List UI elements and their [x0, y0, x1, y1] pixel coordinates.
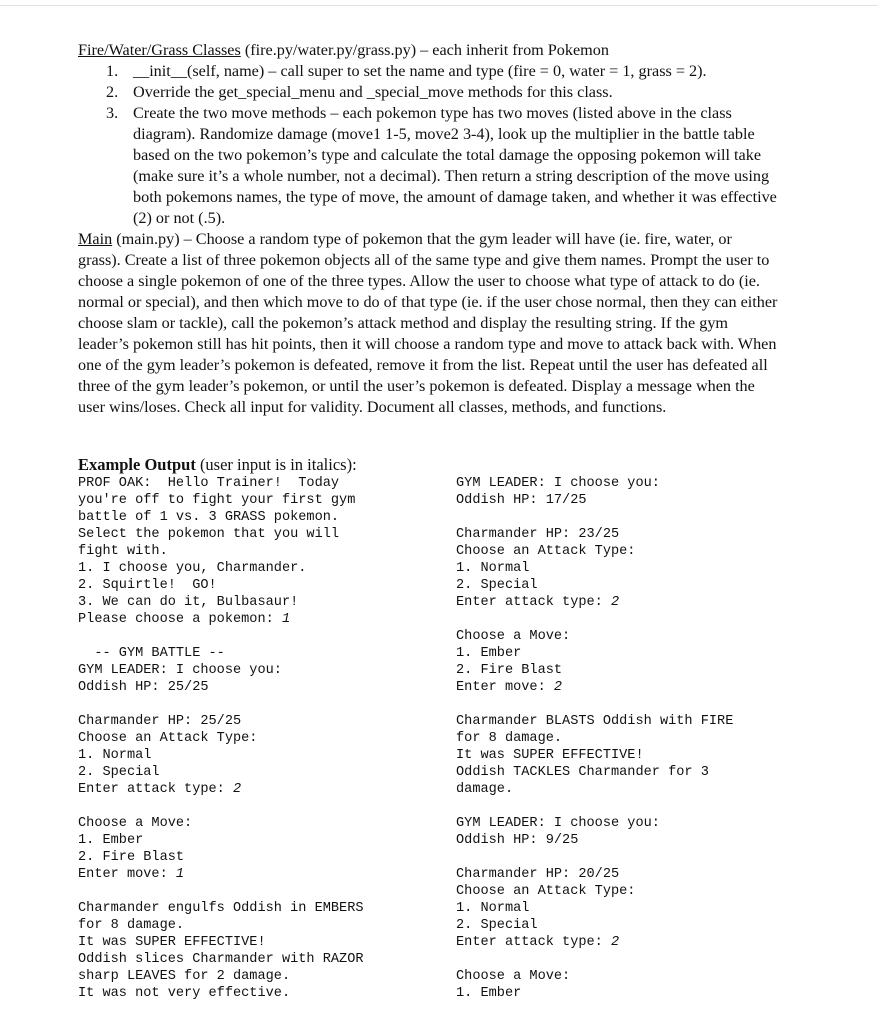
- console-text: Charmander HP: 20/25: [456, 867, 620, 882]
- console-text: battle of 1 vs. 3 GRASS pokemon.: [78, 510, 340, 525]
- console-line: [456, 781, 816, 798]
- console-output-left-column: [78, 475, 438, 1002]
- console-text: Oddish TACKLES Charmander for 3: [456, 765, 709, 780]
- console-text: 2. Fire Blast: [456, 663, 563, 678]
- console-text: GYM LEADER: I choose you:: [78, 663, 282, 678]
- console-text: for 8 damage.: [78, 918, 185, 933]
- console-text: PROF OAK: Hello Trainer! Today: [78, 476, 340, 491]
- console-line: [456, 900, 816, 917]
- step-item: Override the get_special_menu and _special_move methods for this class.: [133, 83, 613, 101]
- console-text: 1. Ember: [456, 986, 522, 1001]
- console-line: [456, 747, 816, 764]
- console-line: [78, 577, 438, 594]
- console-line: [456, 696, 816, 713]
- console-text: GYM LEADER: I choose you:: [456, 816, 660, 831]
- console-line: [78, 696, 438, 713]
- console-line: [456, 662, 816, 679]
- console-text: Oddish slices Charmander with RAZOR: [78, 952, 364, 967]
- console-line: [456, 934, 816, 951]
- console-line: [456, 968, 816, 985]
- console-line: [78, 662, 438, 679]
- user-input: 1: [175, 867, 185, 882]
- console-line: [78, 934, 438, 951]
- console-line: [78, 747, 438, 764]
- console-line: [78, 815, 438, 832]
- user-input: 2: [611, 595, 620, 610]
- console-line: [456, 475, 816, 492]
- console-line: [78, 917, 438, 934]
- console-line: [78, 968, 438, 985]
- console-text: Select the pokemon that you will: [78, 527, 340, 542]
- console-text: Enter move:: [456, 680, 554, 695]
- console-line: [456, 883, 816, 900]
- console-text: 2. Special: [456, 578, 538, 593]
- console-text: Choose an Attack Type:: [456, 544, 636, 559]
- console-text: 1. Ember: [456, 646, 522, 661]
- console-line: [456, 526, 816, 543]
- console-line: [78, 492, 438, 509]
- console-line: [456, 798, 816, 815]
- console-output-right-column: [456, 475, 816, 1002]
- console-text: 2. Special: [78, 765, 160, 780]
- console-line: [78, 764, 438, 781]
- console-text: damage.: [456, 782, 514, 797]
- console-line: [78, 611, 438, 628]
- console-line: [78, 798, 438, 815]
- console-line: [78, 509, 438, 526]
- console-line: [78, 628, 438, 645]
- console-line: [78, 866, 438, 883]
- console-text: Charmander HP: 23/25: [456, 527, 620, 542]
- console-text: 2. Special: [456, 918, 538, 933]
- console-line: [456, 645, 816, 662]
- console-text: Oddish HP: 25/25: [78, 680, 209, 695]
- console-text: Choose a Move:: [456, 969, 571, 984]
- console-text: fight with.: [78, 544, 168, 559]
- console-line: [78, 730, 438, 747]
- console-text: 1. Ember: [78, 833, 144, 848]
- example-note: (user input is in italics):: [195, 455, 357, 474]
- console-line: [456, 764, 816, 781]
- console-text: GYM LEADER: I choose you:: [456, 476, 660, 491]
- console-text: 2. Squirtle! GO!: [78, 578, 217, 593]
- console-text: Enter move:: [78, 867, 176, 882]
- console-line: [456, 679, 816, 696]
- console-text: Charmander BLASTS Oddish with FIRE: [456, 714, 734, 729]
- main-paragraph: [78, 229, 778, 418]
- user-input: 2: [233, 782, 242, 797]
- console-line: [456, 713, 816, 730]
- console-text: Enter attack type:: [456, 595, 611, 610]
- console-text: -- GYM BATTLE --: [78, 646, 225, 661]
- console-text: It was SUPER EFFECTIVE!: [456, 748, 644, 763]
- console-line: [78, 985, 438, 1002]
- console-text: Enter attack type:: [456, 935, 611, 950]
- console-line: [456, 866, 816, 883]
- example-output-heading: [78, 455, 357, 475]
- console-line: [456, 594, 816, 611]
- console-line: [78, 679, 438, 696]
- console-line: [456, 951, 816, 968]
- console-line: [78, 883, 438, 900]
- console-text: Choose a Move:: [78, 816, 193, 831]
- page-top-border: [0, 5, 878, 6]
- classes-heading: [78, 40, 778, 61]
- console-line: [78, 560, 438, 577]
- step-item: Create the two move methods – each pokemon type has two moves (listed above in the class diagram). Randomize damage (move1 1-5, move2 3-4), look up the multiplier in the battle table based on the two pokemon’s type and calculate the total damage the opposing pokemon will take (make sure it’s a whole number, not a decimal). Then return a string description of the move using both pokemons names, the type of move, the amount of damage taken, and whether it was effective (2) or not (.5).: [133, 104, 777, 227]
- classes-steps-list: [78, 61, 778, 229]
- console-line: [78, 475, 438, 492]
- console-line: [456, 509, 816, 526]
- assignment-text: [78, 40, 778, 418]
- console-line: [456, 560, 816, 577]
- console-line: [78, 951, 438, 968]
- console-line: [78, 543, 438, 560]
- console-text: 1. Normal: [456, 901, 530, 916]
- console-text: Choose an Attack Type:: [456, 884, 636, 899]
- console-text: Charmander engulfs Oddish in EMBERS: [78, 901, 364, 916]
- console-text: for 8 damage.: [456, 731, 563, 746]
- console-line: [78, 900, 438, 917]
- console-text: It was not very effective.: [78, 986, 291, 1001]
- console-text: It was SUPER EFFECTIVE!: [78, 935, 266, 950]
- main-text: (main.py) – Choose a random type of pokemon that the gym leader will have (ie. fire, water, or grass). Create a list of three pokemon objects all of the same type and give them names. Prompt the user to choose a single pokemon of one of the three types. Allow the user to choose what type of attack to do (ie. normal or special), and then which move to do of that type (ie. if the user chose normal, then they can either choose slam or tackle), call the pokemon’s attack method and display the resulting string. If the gym leader’s pokemon still has hit points, then it will choose a random type and move to attack back with. When one of the gym leader’s pokemon is defeated, remove it from the list. Repeat until the user has defeated all three of the gym leader’s pokemon, or until the user’s pokemon is defeated. Display a message when the user wins/loses. Check all input for validity. Document all classes, methods, and functions.: [78, 230, 778, 416]
- console-line: [456, 832, 816, 849]
- console-line: [456, 543, 816, 560]
- example-title: Example Output: [78, 455, 196, 474]
- console-text: sharp LEAVES for 2 damage.: [78, 969, 291, 984]
- console-text: Choose an Attack Type:: [78, 731, 258, 746]
- main-title: Main: [78, 230, 113, 248]
- console-text: you're off to fight your first gym: [78, 493, 356, 508]
- console-line: [456, 611, 816, 628]
- console-text: 2. Fire Blast: [78, 850, 185, 865]
- user-input: 2: [611, 935, 620, 950]
- user-input: 1: [281, 612, 291, 627]
- console-line: [456, 849, 816, 866]
- console-text: 1. Normal: [78, 748, 152, 763]
- console-line: [456, 628, 816, 645]
- console-line: [78, 713, 438, 730]
- console-line: [456, 985, 816, 1002]
- user-input: 2: [553, 680, 563, 695]
- console-line: [456, 917, 816, 934]
- console-text: 1. Normal: [456, 561, 530, 576]
- console-text: Choose a Move:: [456, 629, 571, 644]
- console-text: 1. I choose you, Charmander.: [78, 561, 307, 576]
- console-line: [456, 730, 816, 747]
- console-text: Charmander HP: 25/25: [78, 714, 242, 729]
- console-line: [78, 849, 438, 866]
- console-line: [78, 594, 438, 611]
- console-line: [78, 526, 438, 543]
- step-item: __init__(self, name) – call super to set the name and type (fire = 0, water = 1, grass = 2).: [133, 62, 707, 80]
- console-text: Enter attack type:: [78, 782, 233, 797]
- console-text: Please choose a pokemon:: [78, 612, 282, 627]
- console-text: Oddish HP: 9/25: [456, 833, 579, 848]
- console-line: [78, 781, 438, 798]
- classes-subtitle: (fire.py/water.py/grass.py) – each inherit from Pokemon: [240, 41, 609, 59]
- console-text: Oddish HP: 17/25: [456, 493, 587, 508]
- console-line: [78, 832, 438, 849]
- console-line: [456, 815, 816, 832]
- console-line: [456, 492, 816, 509]
- classes-title: Fire/Water/Grass Classes: [78, 41, 241, 59]
- console-line: [456, 577, 816, 594]
- console-text: 3. We can do it, Bulbasaur!: [78, 595, 299, 610]
- console-line: [78, 645, 438, 662]
